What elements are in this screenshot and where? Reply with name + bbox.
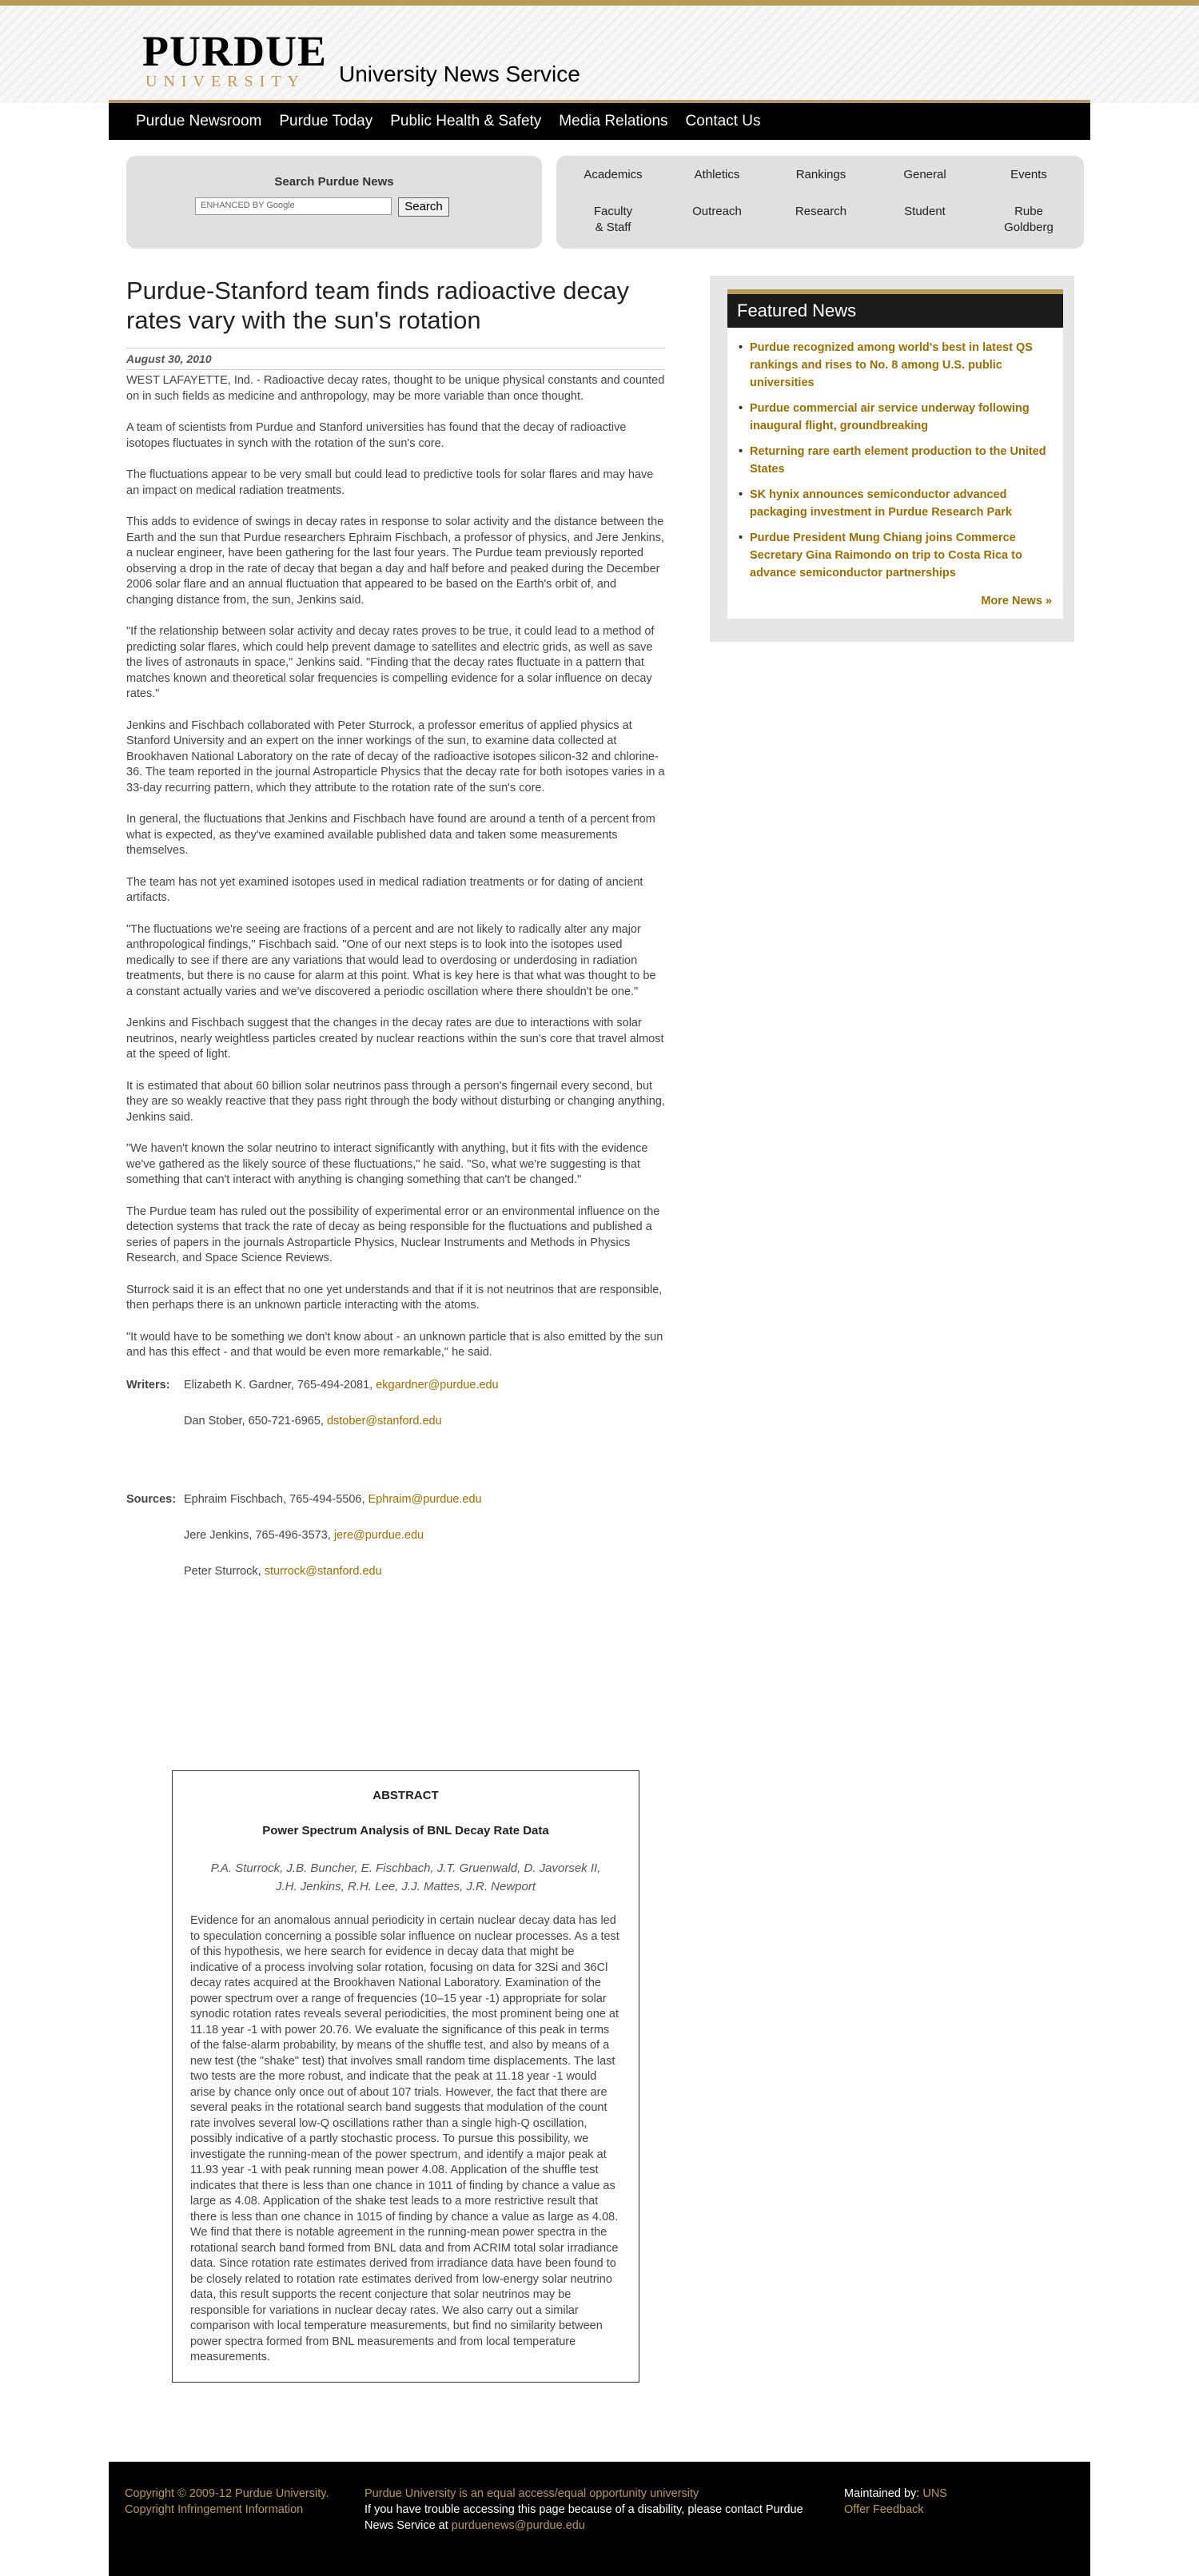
search-title: Search Purdue News [274, 175, 394, 189]
authors-line: J.H. Jenkins, R.H. Lee, J.J. Mattes, J.R. Newport [275, 1880, 536, 1893]
source-info: Ephraim Fischbach, 765-494-5506, [184, 1492, 368, 1506]
quick-link-rube-goldberg[interactable]: Rube Goldberg [1004, 205, 1054, 234]
footer-email-link[interactable]: purduenews@purdue.edu [451, 2519, 585, 2532]
writers-label: Writers: [126, 1378, 170, 1392]
quick-link-rankings[interactable]: Rankings [795, 168, 846, 181]
search-input[interactable]: ENHANCED BY Google [195, 197, 392, 215]
paragraph: "If the relationship between solar activity and decay rates proves to be true, it could lead to a method of predicting solar flares, which could help prevent damage to satellites and electric grids, as well as save the lives of astronauts in space," Jenkins said. "Finding that the decay rates fluctuate in a pattern that matches known and theoretical solar frequencies is compelling evidence for a solar influence on decay rates." [126, 625, 655, 700]
featured-news-item[interactable]: • SK hynix announces semiconductor advanced packaging investment in Purdue Research Park [739, 486, 1052, 521]
source-email-link[interactable]: sturrock@stanford.edu [264, 1564, 382, 1578]
logo-wordmark: PURDUE [142, 27, 327, 75]
abstract-body: Evidence for an anomalous annual periodicity in certain nuclear decay data has led to speculation concerning a possible solar influence on nuclear processes. As a test of this hypothesis, we here search for evidence in decay data that might be indicative of a process involving solar rotation, focusing on data for 32Si and 36Cl decay rates acquired at the Brookhaven National Laboratory. Examination of the power spectrum over a range of frequencies (10–15 year -1) appropriate for solar synodic rotation rates reveals several periodicities, the most prominent being one at 11.18 year -1 with power 20.76. We evaluate the significance of this peak in terms of the false-alarm probability, by means of the shuffle test, and also by means of a new test (the "shake" test) that involves small random time displacements. The last two tests are the more robust, and indicate that the peak at 11.18 year -1 would arise by chance only once out of about 107 trials. However, the fact that there are several peaks in the rotational search band suggests that modulation of the count rate involves several low-Q oscillations rather than a single high-Q oscillation, possibly indicative of a partly stochastic process. To pursue this possibility, we investigate the running-mean of the power spectrum, and identify a major peak at 11.93 year -1 with peak running mean power 4.08. Application of the shuffle test indicates that there is less than one chance in 1011 of finding by chance a value as large as 4.08. Application of the shake test leads to a more restrictive result that there is less than one chance in 1015 of finding by chance a value as large as 4.08. We find that there is notable agreement in the running-mean power spectra in the rotational search band formed from BNL data and from ACRIM total solar irradiance data. Since rotation rate estimates derived from irradiance data have been found to be closely related to rotation rate estimates derived from low-energy solar neutrino data, this result supports the recent conjecture that solar neutrinos may be responsible for variations in nuclear decay rates. We also carry out a similar comparison with local temperature measurements, but find no similarity between power spectra formed from BNL measurements and from local temperature measurements. [190, 1914, 619, 2363]
quick-links-panel [556, 156, 1084, 249]
paragraph: The team has not yet examined isotopes used in medical radiation treatments or for dating of ancient artifacts. [126, 875, 643, 904]
abstract-heading: ABSTRACT [372, 1789, 439, 1802]
main-nav [109, 103, 1090, 140]
source-email-link[interactable]: Ephraim@purdue.edu [368, 1492, 482, 1506]
source-info: Jere Jenkins, 765-496-3573, [184, 1528, 334, 1542]
footer-copyright[interactable]: Copyright © 2009-12 Purdue University. [125, 2487, 329, 2500]
paragraph: Jenkins and Fischbach collaborated with Peter Sturrock, a professor emeritus of applied physics at Stanford University and an expert on the inner workings of the sun, to examine data collected at Brookhaven National Laboratory on the rate of decay of the radioactive isotopes silicon-32 and chlorine-36. The team reported in the journal Astroparticle Physics that the decay rate for both isotopes varies in a 33-day recurring pattern, which they attribute to the rotation rate of the sun's core. [126, 719, 665, 794]
nav-media-relations[interactable]: Media Relations [559, 113, 668, 129]
paragraph: "It would have to be something we don't know about - an unknown particle that is also emitted by the sun and has this effect - and that would be even more remarkable," he said. [126, 1330, 663, 1359]
abstract-box [172, 1770, 639, 2383]
header-background [0, 6, 1199, 103]
quick-link-faculty-staff[interactable]: Faculty & Staff [593, 205, 633, 234]
writer-email-link[interactable]: dstober@stanford.edu [326, 1414, 442, 1427]
paragraph: "We haven't known the solar neutrino to interact significantly with anything, but it fits with the evidence we've gathered as the likely source of these fluctuations," he said. "So, what we're suggesting is that something that can't interact with anything is changing something that can't be changed." [126, 1142, 648, 1186]
paragraph: It is estimated that about 60 billion solar neutrinos pass through a person's fingernail every second, but they are so weakly reactive that they pass right through the body without disturbing or changing anything, Jenkins said. [126, 1079, 665, 1124]
footer-infringement-link[interactable]: Copyright Infringement Information [125, 2503, 304, 2516]
featured-news-item[interactable]: • Purdue recognized among world's best in latest QS rankings and rises to No. 8 among U.S. public universities [739, 339, 1052, 392]
nav-purdue-today[interactable]: Purdue Today [279, 113, 373, 129]
nav-contact-us[interactable]: Contact Us [685, 113, 761, 129]
featured-news-item[interactable]: • Purdue commercial air service underway following inaugural flight, groundbreaking [739, 400, 1052, 435]
quick-link-research[interactable]: Research [795, 205, 847, 218]
more-news-link[interactable]: More News » [981, 595, 1052, 607]
search-row [109, 140, 1090, 276]
quick-link-student[interactable]: Student [904, 205, 946, 218]
header [109, 6, 1090, 103]
paragraph: The Purdue team has ruled out the possibility of experimental error or an environmental influence on the detection systems that track the rate of decay as being responsible for the fluctuations and published a series of papers in the journals Astroparticle Physics, Nuclear Instruments and Methods in Physics Research, and Space Science Reviews. [126, 1204, 660, 1264]
paragraph: Sturrock said it is an effect that no one yet understands and that if it is not neutrinos that are responsible, then perhaps there is an unknown particle interacting with the atoms. [126, 1283, 663, 1312]
purdue-logo[interactable] [142, 27, 327, 97]
footer-equal-access-link[interactable]: Purdue University is an equal access/equal opportunity university [364, 2487, 699, 2500]
footer [109, 2462, 1090, 2576]
writers-block [126, 1377, 665, 1429]
sources-label: Sources: [126, 1492, 177, 1506]
source-email-link[interactable]: jere@purdue.edu [333, 1528, 424, 1542]
nav-newsroom[interactable]: Purdue Newsroom [136, 113, 262, 129]
search-button[interactable]: Search [398, 197, 449, 217]
abstract-paper-title: Power Spectrum Analysis of BNL Decay Rate Data [262, 1824, 549, 1837]
featured-news-item[interactable]: • Purdue President Mung Chiang joins Commerce Secretary Gina Raimondo on trip to Costa Rica to advance semiconductor partnerships [739, 529, 1052, 582]
featured-news-list [727, 328, 1063, 582]
paragraph: A team of scientists from Purdue and Stanford universities has found that the decay of radioactive isotopes fluctuates in synch with the rotation of the sun's core. [126, 421, 627, 450]
featured-news-item[interactable]: • Returning rare earth element production to the United States [739, 443, 1052, 478]
writer-info: Dan Stober, 650-721-6965, [184, 1414, 327, 1427]
featured-news-title: Featured News [727, 289, 1063, 328]
writer-info: Elizabeth K. Gardner, 765-494-2081, [184, 1378, 376, 1392]
header-divider [109, 100, 1090, 103]
quick-link-athletics[interactable]: Athletics [694, 168, 740, 181]
quick-link-events[interactable]: Events [1010, 168, 1047, 181]
nav-public-health-safety[interactable]: Public Health & Safety [390, 113, 542, 129]
sources-block [126, 1491, 665, 1579]
footer-uns-link[interactable]: UNS [922, 2487, 947, 2500]
source-info: Peter Sturrock, [184, 1564, 265, 1578]
quick-link-academics[interactable]: Academics [584, 168, 643, 181]
paragraph: This adds to evidence of swings in decay rates in response to solar activity and the distance between the Earth and the sun that Purdue researchers Ephraim Fischbach, a professor of physics, and Jere Jenkins, a nuclear engineer, have been gathering for the last four years. The Purdue team previously reported observing a drop in the rate of decay that began a day and half before and peaked during the December 2006 solar flare and an annual fluctuation that appeared to be based on the Earth's orbit of, and changing distance from, the sun, Jenkins said. [126, 516, 664, 607]
article-date: August 30, 2010 [126, 348, 665, 370]
footer-feedback-link[interactable]: Offer Feedback [844, 2503, 924, 2516]
article-title: Purdue-Stanford team finds radioactive decay rates vary with the sun's rotation [126, 277, 629, 334]
site-title[interactable]: University News Service [339, 62, 580, 86]
paragraph: In general, the fluctuations that Jenkins and Fischbach have found are around a tenth of a percent from what is expected, as they've examined available published data and taken some measurements themselves. [126, 813, 655, 857]
abstract-authors [190, 1859, 621, 1896]
paragraph: WEST LAFAYETTE, Ind. - Radioactive decay rates, thought to be unique physical constants and counted on in such fields as medicine and anthropology, may be more variable than once thought. [126, 374, 665, 403]
article [126, 276, 665, 1599]
top-gold-bar [0, 0, 1199, 6]
paragraph: The fluctuations appear to be very small but could lead to predictive tools for solar flares and may have an impact on medical radiation treatments. [126, 468, 654, 497]
writer-email-link[interactable]: ekgardner@purdue.edu [376, 1378, 499, 1392]
paragraph: "The fluctuations we're seeing are fractions of a percent and are not likely to radically alter any major anthropological findings," Fischbach said. "One of our next steps is to look into the isotopes used medically to see if there are any variations that would lead to overdosing or underdosing in radiation treatments, but there is no cause for alarm at this point. What is key here is that what was thought to be a constant actually varies and we've discovered a periodic oscillation where there shouldn't be one." [126, 922, 656, 998]
quick-link-general[interactable]: General [903, 168, 946, 181]
sidebar [710, 276, 1074, 642]
authors-line: P.A. Sturrock, J.B. Buncher, E. Fischbach, J.T. Gruenwald, D. Javorsek II, [210, 1861, 601, 1875]
footer-maintained-label: Maintained by: [844, 2487, 923, 2500]
paragraph: Jenkins and Fischbach suggest that the changes in the decay rates are due to interactions with solar neutrinos, nearly weightless particles created by nuclear reactions within the sun's core that travel almost at the speed of light. [126, 1017, 664, 1061]
featured-news-box [727, 289, 1063, 619]
quick-link-outreach[interactable]: Outreach [692, 205, 742, 218]
logo-subtitle: UNIVERSITY [145, 73, 305, 90]
footer-disability-text: If you have trouble accessing this page because of a disability, please contact Purdue News Service at [364, 2503, 803, 2532]
search-panel [126, 156, 542, 249]
